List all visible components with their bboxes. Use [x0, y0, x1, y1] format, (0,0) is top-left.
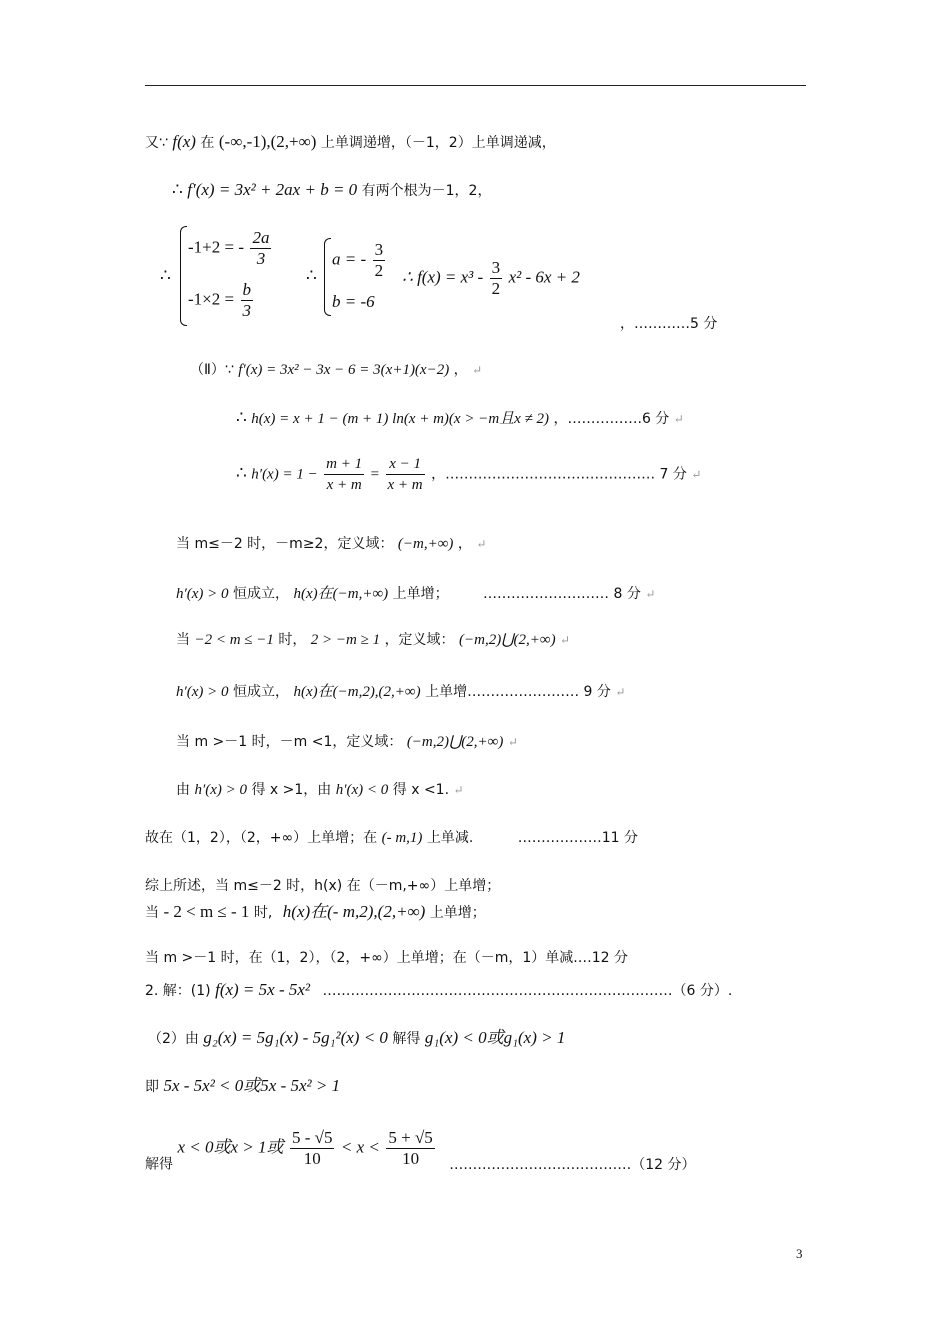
- numerator: x − 1: [386, 454, 425, 475]
- text: 有两个根为－1，2，: [361, 183, 492, 199]
- text: 恒成立，: [233, 586, 290, 602]
- numerator: 3: [491, 258, 501, 277]
- line-16: [145, 948, 628, 968]
- text: 得 x <1.: [392, 782, 450, 798]
- denominator: 10: [303, 1149, 321, 1168]
- line-6: [236, 454, 701, 495]
- system-1-row-1: [188, 228, 273, 269]
- therefore: ∴: [172, 180, 183, 199]
- numerator: 2a: [252, 228, 270, 247]
- therefore: ∴: [236, 408, 247, 427]
- return-mark: ↵: [472, 363, 483, 377]
- formula: h′(x) > 0: [176, 684, 229, 700]
- text: ，: [457, 536, 472, 552]
- line-9: [176, 630, 570, 650]
- text: 即: [145, 1079, 159, 1095]
- line-19: [145, 1076, 340, 1097]
- formula: 2 > −m ≥ 1: [310, 632, 381, 648]
- denominator: x + m: [326, 477, 362, 493]
- text: 在: [200, 135, 215, 151]
- formula: -1+2 = -: [188, 237, 244, 257]
- formula: f(x): [172, 132, 196, 151]
- formula: (−m,+∞): [397, 536, 454, 552]
- numerator: 5 + √5: [388, 1128, 433, 1147]
- formula: 5x - 5x² < 0或5x - 5x² > 1: [163, 1076, 341, 1095]
- text: 得 x >1，由: [251, 782, 332, 798]
- fraction: [324, 454, 364, 495]
- text: ，定义域：: [384, 632, 455, 648]
- denominator: 2: [491, 279, 501, 298]
- text: 当 m≤－2 时，－m≥2，定义域：: [176, 536, 394, 552]
- fraction: [241, 280, 254, 321]
- header-rule: [145, 85, 806, 86]
- line-15: [145, 902, 486, 923]
- line-2: [172, 180, 491, 201]
- text: 上单调递增，（－1，2）上单调递减，: [320, 135, 556, 151]
- text: 当: [145, 905, 159, 921]
- formula: x < 0或x > 1或: [177, 1137, 284, 1157]
- text: 综上所述，当 m≤－2 时，h(x) 在（－m,+∞）上单增；: [145, 878, 501, 894]
- system-2-row-2: [332, 292, 375, 313]
- text: 恒成立，: [233, 684, 290, 700]
- line-5: [236, 408, 684, 429]
- formula: h′(x) > 0: [194, 782, 248, 798]
- formula: h′(x) = 1 −: [251, 466, 318, 483]
- formula: (−m,2)⋃(2,+∞): [406, 734, 504, 750]
- text: 解得: [145, 1156, 173, 1173]
- formula: (-∞,-1),(2,+∞): [218, 132, 317, 151]
- formula: b = -6: [332, 292, 375, 311]
- fraction: [386, 1128, 434, 1169]
- line-17: [145, 980, 732, 1001]
- score-text: ，…………….6 分: [553, 411, 670, 427]
- text: ，: [453, 362, 468, 378]
- return-mark: ↵: [691, 467, 702, 482]
- score-5: [620, 314, 717, 334]
- denominator: 2: [374, 261, 384, 280]
- fraction: [290, 1128, 335, 1169]
- formula: (−m,2)⋃(2,+∞): [459, 632, 556, 648]
- line-14: [145, 876, 500, 896]
- text: 上单增；: [392, 586, 449, 602]
- fraction: [386, 454, 425, 495]
- therefore: ∴: [306, 266, 317, 285]
- line-1: [145, 132, 556, 153]
- formula: h(x) = x + 1 − (m + 1) ln(x + m)(x > −m且x ≠ 2): [251, 411, 550, 427]
- formula: -1×2 =: [188, 289, 235, 309]
- line-18: [148, 1028, 565, 1049]
- score-text: …………………………………………………………………（6 分）.: [322, 983, 733, 999]
- numerator: m + 1: [324, 454, 364, 475]
- score-text: ………………11 分: [517, 830, 639, 846]
- formula: a = -: [332, 249, 367, 269]
- formula: (- m,1): [381, 830, 423, 846]
- formula: < x <: [340, 1137, 380, 1157]
- score-text: ……………………… 8 分: [483, 586, 641, 602]
- formula: h′(x) > 0: [176, 586, 229, 602]
- text: （2）由: [148, 1031, 199, 1047]
- formula: h(x)在(−m,2),(2,+∞): [293, 684, 421, 700]
- formula: x² - 6x + 2: [508, 267, 580, 287]
- line-3-therefore: [160, 266, 171, 287]
- text: 时，: [278, 632, 307, 648]
- line-3-result: [402, 258, 580, 299]
- formula: h(x)在(- m,2),(2,+∞): [282, 902, 426, 921]
- fraction: [250, 228, 271, 269]
- text: 由: [176, 782, 190, 798]
- score-text: …………………………………（12 分）: [449, 1156, 696, 1173]
- text: 上单增；: [429, 905, 486, 921]
- return-mark: ↵: [453, 783, 464, 797]
- formula: g₁(x) < 0或g₁(x) > 1: [424, 1028, 566, 1047]
- numerator: 3: [374, 240, 384, 259]
- text: 解得: [392, 1031, 421, 1047]
- formula: ∴ f(x) = x³ -: [402, 267, 484, 287]
- page-number: 3: [796, 1246, 803, 1261]
- text: 又∵: [145, 135, 168, 151]
- denominator: 10: [402, 1149, 420, 1168]
- text: 上单减.: [426, 830, 474, 846]
- denominator: 3: [242, 301, 252, 320]
- formula: h(x)在(−m,+∞): [293, 586, 389, 602]
- system-2-row-1: [332, 240, 387, 281]
- return-mark: ↵: [615, 685, 626, 699]
- line-10: [176, 682, 625, 702]
- formula: - 2 < m ≤ - 1: [163, 902, 250, 921]
- return-mark: ↵: [507, 735, 518, 749]
- denominator: 3: [256, 249, 266, 268]
- fraction: [373, 240, 386, 281]
- score-text: ，……………………………………… 7 分: [431, 466, 687, 483]
- return-mark: ↵: [645, 587, 656, 601]
- numerator: 5 - √5: [291, 1128, 333, 1147]
- text: 当 m >－1 时，在（1，2），（2，+∞）上单增；在（－m，1）单减.…12 分: [145, 950, 628, 966]
- formula: f′(x) = 3x² + 2ax + b = 0: [187, 180, 358, 199]
- line-8: [176, 584, 655, 604]
- therefore: ∴: [236, 463, 247, 483]
- formula: h′(x) < 0: [335, 782, 389, 798]
- system-1-row-2: [188, 280, 255, 321]
- system-brace-2: [324, 238, 331, 316]
- return-mark: ↵: [560, 633, 571, 647]
- system-brace-1: [180, 226, 187, 326]
- text: 故在（1，2），（2，+∞）上单增；在: [145, 830, 378, 846]
- text: 时,: [253, 905, 273, 921]
- formula: −2 < m ≤ −1: [194, 632, 274, 648]
- formula: f(x) = 5x - 5x²: [215, 980, 311, 999]
- text: 2. 解：(1): [145, 983, 211, 999]
- formula: f′(x) = 3x² − 3x − 6 = 3(x+1)(x−2): [238, 362, 450, 378]
- line-3-therefore-2: [306, 266, 317, 287]
- line-12: [176, 780, 464, 800]
- line-20: [145, 1128, 696, 1175]
- text: （Ⅱ）∵: [190, 362, 234, 378]
- line-11: [176, 732, 518, 752]
- score-text: ，…………5 分: [620, 316, 718, 332]
- text: 当 m >－1 时，－m <1，定义域：: [176, 734, 403, 750]
- therefore: ∴: [160, 266, 171, 285]
- equals: =: [370, 466, 380, 483]
- formula: g₂(x) = 5g₁(x) - 5g₁²(x) < 0: [203, 1028, 388, 1047]
- return-mark: ↵: [476, 537, 487, 551]
- denominator: x + m: [387, 477, 423, 493]
- return-mark: ↵: [673, 412, 684, 426]
- line-4: [190, 360, 482, 380]
- text: 当: [176, 632, 190, 648]
- numerator: b: [242, 280, 252, 299]
- line-13: [145, 828, 638, 848]
- line-7: [176, 534, 486, 554]
- fraction: [490, 258, 503, 299]
- score-text: 上单增…………………… 9 分: [425, 684, 611, 700]
